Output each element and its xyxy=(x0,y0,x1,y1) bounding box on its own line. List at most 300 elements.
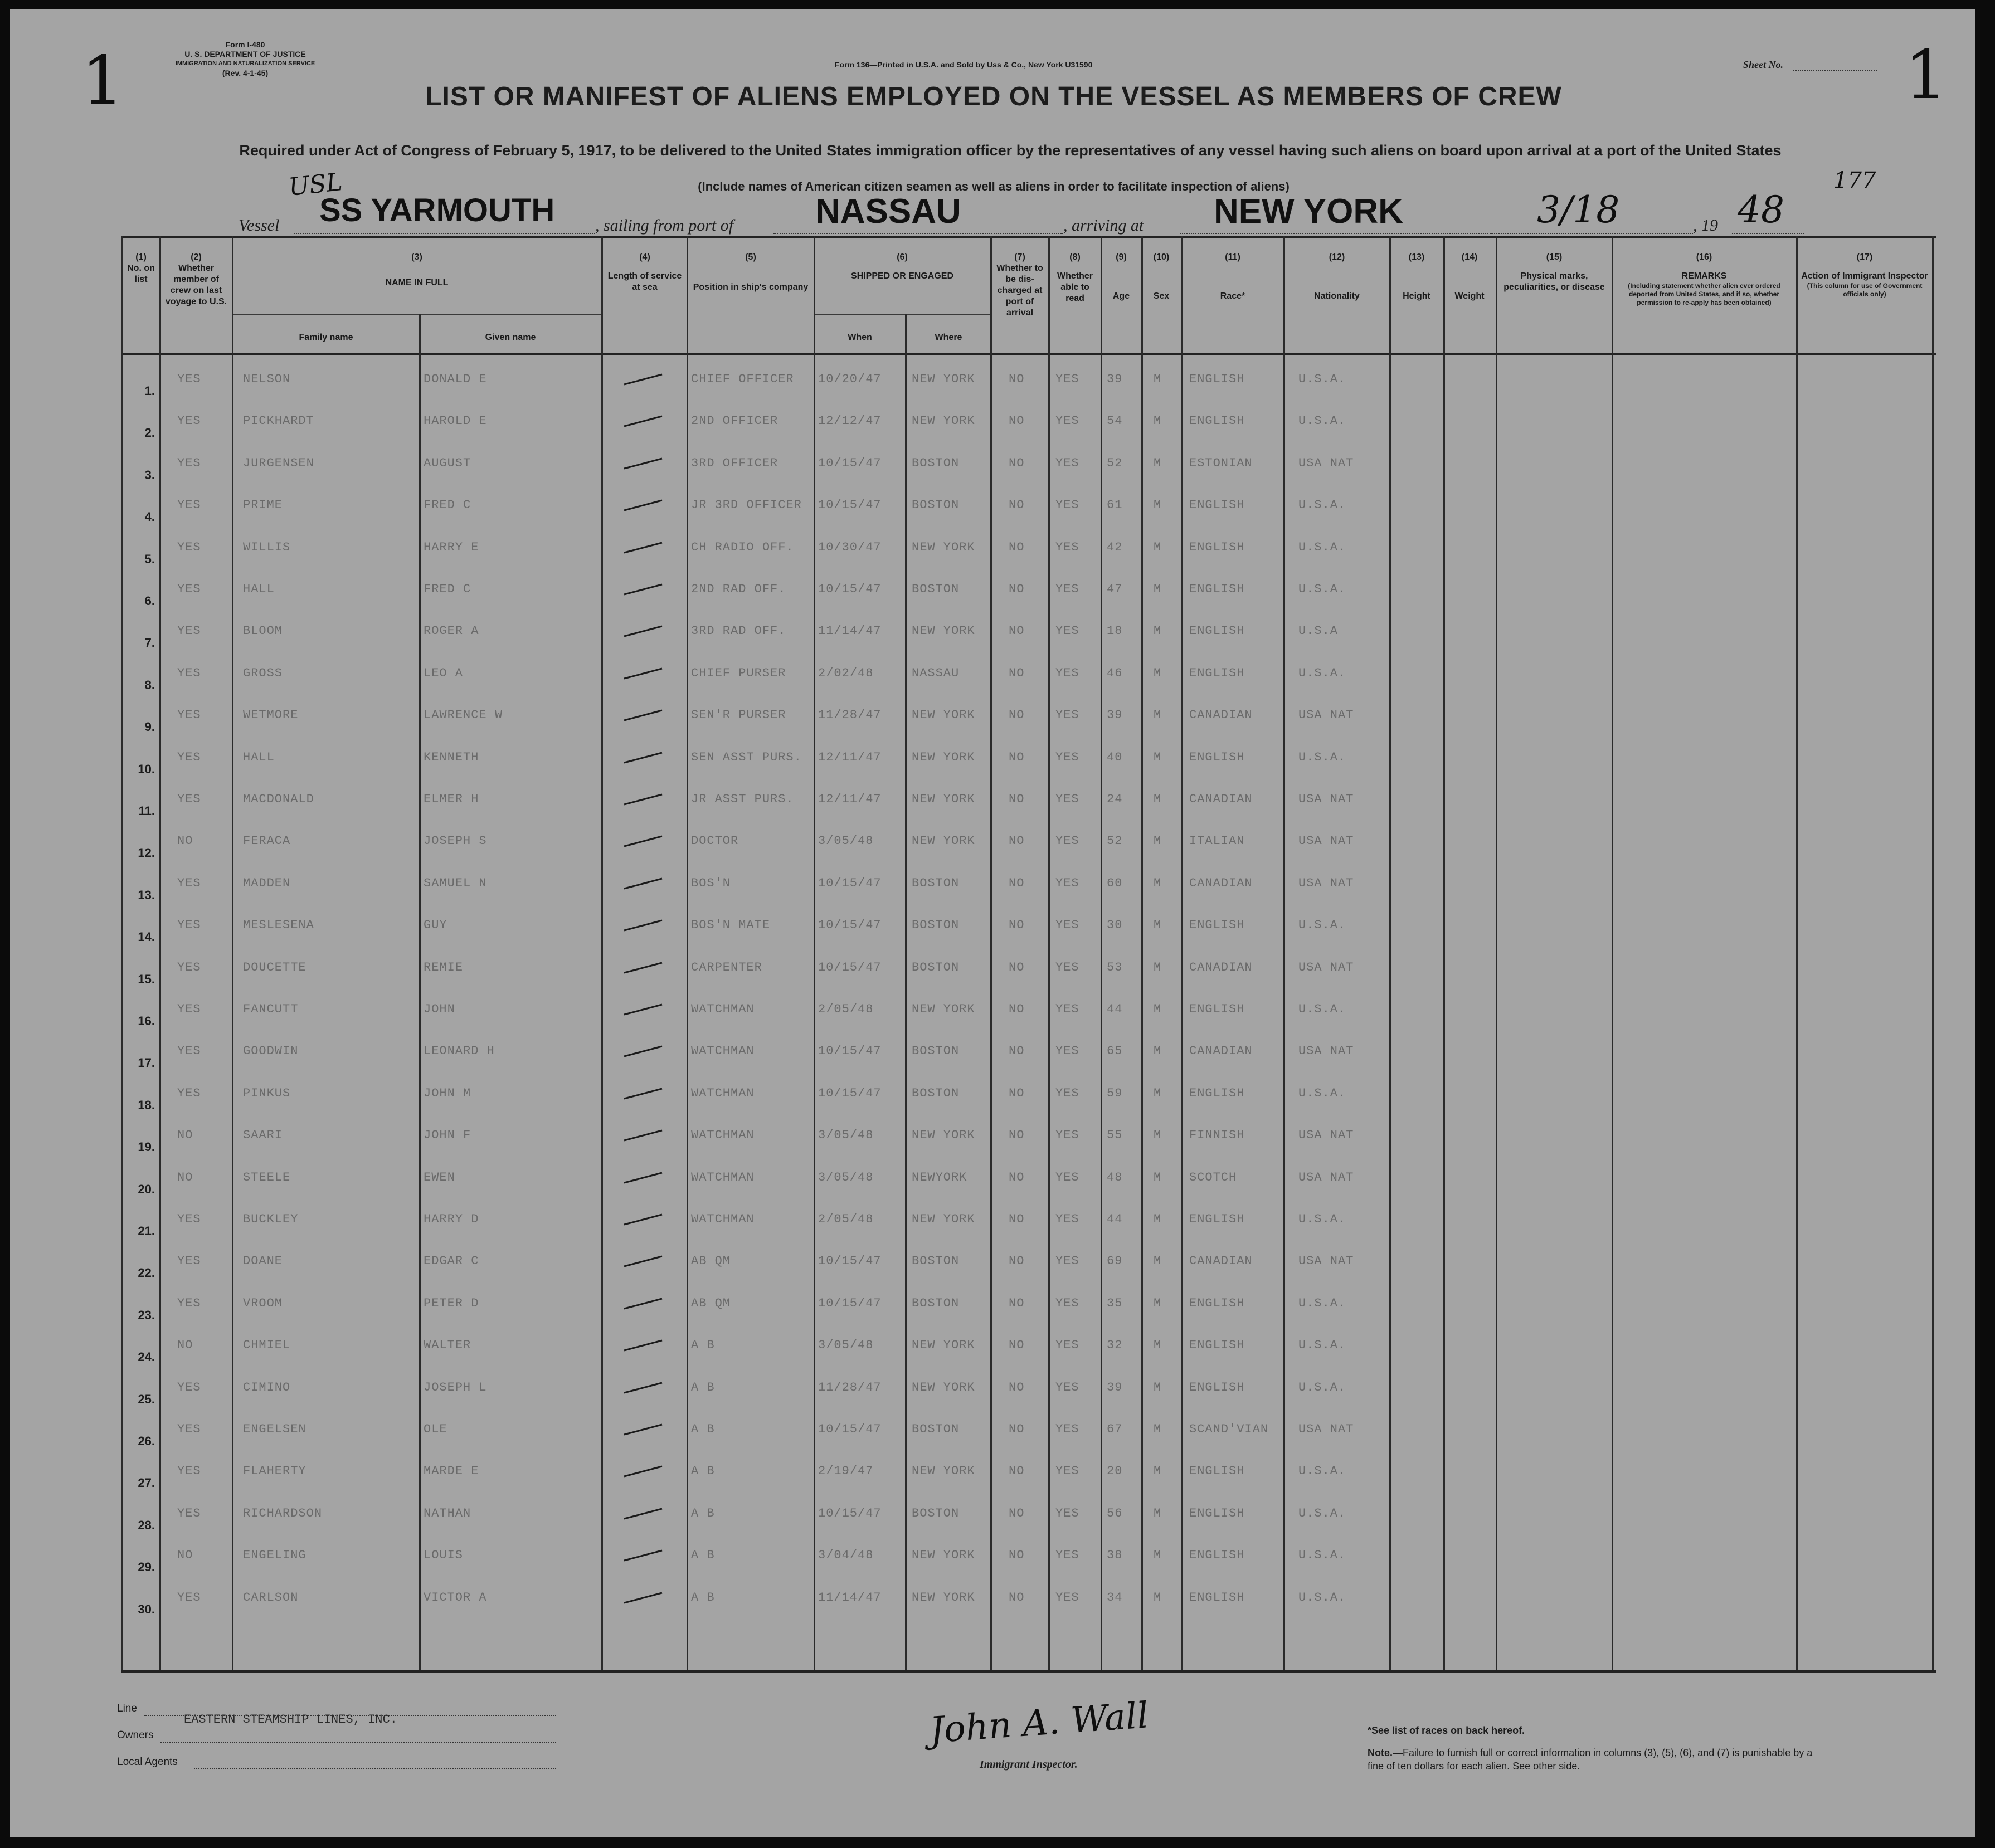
cell-last: YES xyxy=(177,582,201,596)
cell-last: YES xyxy=(177,414,201,428)
cell-race: ENGLISH xyxy=(1189,1086,1245,1100)
cell-last: YES xyxy=(177,750,201,764)
cell-family: JURGENSEN xyxy=(243,456,314,470)
cell-age: 53 xyxy=(1107,960,1123,974)
cell-disch: NO xyxy=(1009,1548,1025,1563)
service-tick-mark xyxy=(622,1463,666,1480)
cell-read: YES xyxy=(1055,666,1079,680)
cell-sex: M xyxy=(1154,372,1162,386)
row-number: 4. xyxy=(144,510,155,524)
cell-race: ENGLISH xyxy=(1189,624,1245,638)
cell-given: JOSEPH S xyxy=(424,834,487,849)
cell-nat: USA NAT xyxy=(1298,834,1354,849)
cell-last: YES xyxy=(177,1002,201,1016)
cell-when: 10/15/47 xyxy=(818,1086,882,1100)
cell-race: CANADIAN xyxy=(1189,960,1253,974)
vessel-line xyxy=(294,233,595,234)
cell-nat: U.S.A. xyxy=(1298,1548,1346,1563)
cell-read: YES xyxy=(1055,540,1079,554)
table-row xyxy=(10,1536,1975,1578)
cell-position: A B xyxy=(691,1338,715,1353)
cell-family: BLOOM xyxy=(243,624,283,638)
corner-mark: 1 xyxy=(81,42,124,120)
cell-position: JR 3RD OFFICER xyxy=(691,498,802,513)
cell-family: MACDONALD xyxy=(243,792,314,806)
row-number: 12. xyxy=(138,846,155,860)
col12-header: (12) Nationality xyxy=(1314,252,1360,301)
cell-race: CANADIAN xyxy=(1189,876,1253,890)
cell-when: 10/20/47 xyxy=(818,372,882,386)
cell-read: YES xyxy=(1055,1338,1079,1353)
header-bottom-rule xyxy=(121,353,1936,355)
cell-race: ENGLISH xyxy=(1189,750,1245,764)
form-number: Form I-480 xyxy=(225,40,265,49)
row-number: 25. xyxy=(138,1392,155,1406)
service-tick-mark xyxy=(622,1211,666,1228)
cell-position: BOS'N xyxy=(691,876,731,890)
row-number: 21. xyxy=(138,1224,155,1238)
cell-when: 11/14/47 xyxy=(818,1590,882,1605)
cell-read: YES xyxy=(1055,1212,1079,1226)
arrival-line xyxy=(1180,233,1492,234)
row-number: 5. xyxy=(144,552,155,566)
year-line xyxy=(1732,233,1804,234)
cell-read: YES xyxy=(1055,1296,1079,1310)
cell-disch: NO xyxy=(1009,960,1025,974)
cell-disch: NO xyxy=(1009,750,1025,764)
cell-sex: M xyxy=(1154,834,1162,849)
page-title: LIST OR MANIFEST OF ALIENS EMPLOYED ON THE VESSEL AS MEMBERS OF CREW xyxy=(425,82,1562,111)
cell-family: RICHARDSON xyxy=(243,1506,323,1520)
shipped-subheader-rule xyxy=(814,314,990,315)
cell-nat: U.S.A. xyxy=(1298,750,1346,764)
cell-when: 11/28/47 xyxy=(818,1380,882,1394)
cell-disch: NO xyxy=(1009,1590,1025,1605)
cell-last: YES xyxy=(177,792,201,806)
table-row xyxy=(10,444,1975,486)
cell-last: YES xyxy=(177,1590,201,1605)
cell-race: SCAND'VIAN xyxy=(1189,1422,1269,1436)
cell-age: 34 xyxy=(1107,1590,1123,1605)
printer-line: Form 136—Printed in U.S.A. and Sold by Uss & Co., New York U31590 xyxy=(835,60,1093,69)
cell-when: 2/02/48 xyxy=(818,666,874,680)
cell-sex: M xyxy=(1154,708,1162,723)
cell-nat: USA NAT xyxy=(1298,708,1354,723)
manifest-sheet xyxy=(10,9,1975,1837)
col6-header: (6) SHIPPED OR ENGAGED xyxy=(850,252,954,281)
cell-sex: M xyxy=(1154,1086,1162,1100)
service-tick-mark xyxy=(622,623,666,640)
cell-where: NEW YORK xyxy=(912,1212,975,1226)
cell-last: YES xyxy=(177,1086,201,1100)
cell-nat: U.S.A xyxy=(1298,624,1339,638)
cell-race: ENGLISH xyxy=(1189,1338,1245,1353)
cell-when: 12/12/47 xyxy=(818,414,882,428)
cell-last: YES xyxy=(177,1212,201,1226)
cell-position: WATCHMAN xyxy=(691,1044,755,1059)
cell-race: ENGLISH xyxy=(1189,540,1245,554)
cell-race: ESTONIAN xyxy=(1189,456,1253,470)
table-row xyxy=(10,570,1975,612)
cell-when: 10/15/47 xyxy=(818,960,882,974)
cell-age: 42 xyxy=(1107,540,1123,554)
cell-sex: M xyxy=(1154,1548,1162,1563)
col10-header: (10) Sex xyxy=(1153,252,1170,301)
row-number: 16. xyxy=(138,1014,155,1028)
table-row xyxy=(10,612,1975,654)
cell-given: EWEN xyxy=(424,1170,455,1184)
cell-read: YES xyxy=(1055,1506,1079,1520)
arrival-date: 3/18 xyxy=(1537,188,1620,231)
cell-last: YES xyxy=(177,666,201,680)
row-number: 1. xyxy=(144,384,155,398)
service-tick-mark xyxy=(622,1001,666,1018)
cell-family: PRIME xyxy=(243,498,283,513)
cell-position: A B xyxy=(691,1590,715,1605)
cell-age: 20 xyxy=(1107,1464,1123,1479)
row-number: 6. xyxy=(144,594,155,608)
cell-when: 10/15/47 xyxy=(818,1506,882,1520)
cell-given: VICTOR A xyxy=(424,1590,487,1605)
cell-disch: NO xyxy=(1009,1422,1025,1436)
cell-given: HARRY D xyxy=(424,1212,479,1226)
table-row xyxy=(10,1074,1975,1116)
table-row xyxy=(10,1494,1975,1536)
cell-position: SEN'R PURSER xyxy=(691,708,786,723)
row-number: 30. xyxy=(138,1602,155,1616)
row-number: 7. xyxy=(144,636,155,650)
cell-race: ENGLISH xyxy=(1189,1590,1245,1605)
cell-given: PETER D xyxy=(424,1296,479,1310)
row-number: 20. xyxy=(138,1182,155,1196)
cell-nat: USA NAT xyxy=(1298,1422,1354,1436)
cell-family: CARLSON xyxy=(243,1590,299,1605)
cell-family: MESLESENA xyxy=(243,918,314,933)
cell-last: YES xyxy=(177,708,201,723)
cell-position: WATCHMAN xyxy=(691,1086,755,1100)
cell-race: CANADIAN xyxy=(1189,708,1253,723)
row-number: 18. xyxy=(138,1098,155,1112)
row-number: 3. xyxy=(144,467,155,482)
cell-where: NASSAU xyxy=(912,666,960,680)
cell-position: DOCTOR xyxy=(691,834,739,849)
col6b-header: Where xyxy=(935,333,962,342)
cell-disch: NO xyxy=(1009,1254,1025,1269)
cell-age: 18 xyxy=(1107,624,1123,638)
table-row xyxy=(10,948,1975,990)
col9-header: (9) Age xyxy=(1112,252,1130,301)
cell-age: 24 xyxy=(1107,792,1123,806)
cell-age: 44 xyxy=(1107,1002,1123,1016)
cell-read: YES xyxy=(1055,750,1079,764)
table-row xyxy=(10,906,1975,948)
cell-sex: M xyxy=(1154,1212,1162,1226)
col17-header: (17) Action of Immigrant Inspector (This column for use of Government officials only) xyxy=(1801,252,1928,298)
cell-given: LEO A xyxy=(424,666,464,680)
cell-family: HALL xyxy=(243,750,275,764)
cell-where: BOSTON xyxy=(912,1086,960,1100)
cell-position: CARPENTER xyxy=(691,960,762,974)
table-row xyxy=(10,402,1975,443)
cell-race: CANADIAN xyxy=(1189,792,1253,806)
cell-race: ENGLISH xyxy=(1189,498,1245,513)
cell-where: NEW YORK xyxy=(912,708,975,723)
cell-sex: M xyxy=(1154,1044,1162,1059)
inspector-signature: John A. Wall xyxy=(928,1695,1150,1752)
cell-race: ENGLISH xyxy=(1189,372,1245,386)
cell-where: NEW YORK xyxy=(912,1002,975,1016)
table-row xyxy=(10,864,1975,906)
cell-nat: U.S.A. xyxy=(1298,582,1346,596)
cell-given: NATHAN xyxy=(424,1506,471,1520)
row-number: 19. xyxy=(138,1140,155,1154)
note-label: Note. xyxy=(1368,1747,1393,1758)
cell-when: 12/11/47 xyxy=(818,792,882,806)
cell-last: YES xyxy=(177,456,201,470)
cell-last: YES xyxy=(177,1464,201,1479)
cell-given: JOSEPH L xyxy=(424,1380,487,1394)
cell-last: YES xyxy=(177,372,201,386)
cell-last: YES xyxy=(177,876,201,890)
cell-family: CHMIEL xyxy=(243,1338,291,1353)
cell-given: LAWRENCE W xyxy=(424,708,503,723)
cell-race: FINNISH xyxy=(1189,1128,1245,1143)
cell-race: SCOTCH xyxy=(1189,1170,1237,1184)
col15-header: (15) Physical marks, peculiarities, or disease xyxy=(1503,252,1605,292)
cell-read: YES xyxy=(1055,1044,1079,1059)
cell-nat: U.S.A. xyxy=(1298,1086,1346,1100)
cell-position: WATCHMAN xyxy=(691,1170,755,1184)
cell-sex: M xyxy=(1154,918,1162,933)
arrival-year: 48 xyxy=(1738,188,1784,231)
cell-race: ITALIAN xyxy=(1189,834,1245,849)
cell-disch: NO xyxy=(1009,414,1025,428)
cell-when: 10/15/47 xyxy=(818,456,882,470)
cell-where: BOSTON xyxy=(912,1254,960,1269)
service-tick-mark xyxy=(622,1379,666,1396)
row-number: 23. xyxy=(138,1308,155,1322)
row-number: 8. xyxy=(144,677,155,692)
cell-read: YES xyxy=(1055,960,1079,974)
cell-age: 52 xyxy=(1107,456,1123,470)
cell-sex: M xyxy=(1154,960,1162,974)
cell-nat: U.S.A. xyxy=(1298,1296,1346,1310)
service-tick-mark xyxy=(622,539,666,556)
cell-family: MADDEN xyxy=(243,876,291,890)
port-line xyxy=(773,233,1063,234)
cell-read: YES xyxy=(1055,582,1079,596)
cell-sex: M xyxy=(1154,1170,1162,1184)
cell-when: 2/19/47 xyxy=(818,1464,874,1479)
table-row xyxy=(10,738,1975,780)
cell-family: DOUCETTE xyxy=(243,960,306,974)
table-row xyxy=(10,990,1975,1032)
cell-given: FRED C xyxy=(424,582,471,596)
cell-position: WATCHMAN xyxy=(691,1128,755,1143)
cell-age: 39 xyxy=(1107,1380,1123,1394)
cell-position: BOS'N MATE xyxy=(691,918,771,933)
vessel-label: Vessel xyxy=(239,216,280,235)
include-note: (Include names of American citizen seamen as well as aliens in order to facilitate inspection of aliens) xyxy=(698,179,1290,193)
cell-family: HALL xyxy=(243,582,275,596)
cell-age: 47 xyxy=(1107,582,1123,596)
cell-sex: M xyxy=(1154,1128,1162,1143)
cell-given: REMIE xyxy=(424,960,464,974)
cell-when: 10/15/47 xyxy=(818,1422,882,1436)
table-row xyxy=(10,1368,1975,1410)
cell-given: JOHN xyxy=(424,1002,455,1016)
cell-position: WATCHMAN xyxy=(691,1002,755,1016)
cell-last: NO xyxy=(177,1128,193,1143)
service-tick-mark xyxy=(622,917,666,934)
cell-age: 39 xyxy=(1107,372,1123,386)
service-tick-mark xyxy=(622,1295,666,1312)
cell-sex: M xyxy=(1154,456,1162,470)
cell-where: NEW YORK xyxy=(912,750,975,764)
cell-sex: M xyxy=(1154,1296,1162,1310)
cell-where: BOSTON xyxy=(912,498,960,513)
cell-when: 11/28/47 xyxy=(818,708,882,723)
table-row xyxy=(10,1116,1975,1158)
cell-last: NO xyxy=(177,1170,193,1184)
row-number: 11. xyxy=(138,804,155,818)
cell-disch: NO xyxy=(1009,1170,1025,1184)
cell-when: 3/05/48 xyxy=(818,1128,874,1143)
cell-sex: M xyxy=(1154,1464,1162,1479)
cell-age: 60 xyxy=(1107,876,1123,890)
cell-where: BOSTON xyxy=(912,582,960,596)
sailing-label: , sailing from port of xyxy=(595,216,734,235)
col16-header: (16) REMARKS (Including statement whether alien ever ordered deported from United States, and if so, whether permission to re-apply has been obtained) xyxy=(1628,252,1780,306)
cell-last: YES xyxy=(177,540,201,554)
cell-disch: NO xyxy=(1009,540,1025,554)
service-tick-mark xyxy=(622,455,666,472)
cell-read: YES xyxy=(1055,1548,1079,1563)
cell-nat: USA NAT xyxy=(1298,876,1354,890)
cell-position: AB QM xyxy=(691,1254,731,1269)
cell-given: MARDE E xyxy=(424,1464,479,1479)
cell-where: NEW YORK xyxy=(912,1380,975,1394)
cell-given: GUY xyxy=(424,918,447,933)
cell-race: CANADIAN xyxy=(1189,1044,1253,1059)
cell-given: LEONARD H xyxy=(424,1044,495,1059)
col6a-header: When xyxy=(848,333,872,342)
cell-position: CHIEF OFFICER xyxy=(691,372,794,386)
cell-where: NEW YORK xyxy=(912,834,975,849)
cell-race: ENGLISH xyxy=(1189,1464,1245,1479)
table-row xyxy=(10,696,1975,738)
cell-last: YES xyxy=(177,960,201,974)
cell-family: PINKUS xyxy=(243,1086,291,1100)
cell-read: YES xyxy=(1055,1254,1079,1269)
cell-disch: NO xyxy=(1009,1044,1025,1059)
cell-age: 32 xyxy=(1107,1338,1123,1353)
agents-label: Local Agents xyxy=(117,1756,178,1768)
service-tick-mark xyxy=(622,1547,666,1564)
row-number: 29. xyxy=(138,1560,155,1574)
cell-given: ELMER H xyxy=(424,792,479,806)
cell-family: STEELE xyxy=(243,1170,291,1184)
cell-position: 2ND RAD OFF. xyxy=(691,582,786,596)
cell-nat: USA NAT xyxy=(1298,1254,1354,1269)
table-row xyxy=(10,1032,1975,1074)
cell-read: YES xyxy=(1055,456,1079,470)
cell-given: ROGER A xyxy=(424,624,479,638)
table-row xyxy=(10,1158,1975,1200)
cell-family: WILLIS xyxy=(243,540,291,554)
cell-race: ENGLISH xyxy=(1189,1548,1245,1563)
row-number: 27. xyxy=(138,1476,155,1490)
cell-position: AB QM xyxy=(691,1296,731,1310)
service-tick-mark xyxy=(622,707,666,724)
cell-family: PICKHARDT xyxy=(243,414,314,428)
cell-nat: U.S.A. xyxy=(1298,918,1346,933)
cell-family: GOODWIN xyxy=(243,1044,299,1059)
table-row xyxy=(10,1242,1975,1284)
cell-given: WALTER xyxy=(424,1338,471,1353)
cell-given: JOHN M xyxy=(424,1086,471,1100)
service-tick-mark xyxy=(622,1505,666,1522)
cell-where: BOSTON xyxy=(912,1296,960,1310)
cell-family: ENGELING xyxy=(243,1548,306,1563)
table-row xyxy=(10,780,1975,822)
name-subheader-rule xyxy=(232,314,601,315)
cell-last: YES xyxy=(177,1254,201,1269)
cell-age: 59 xyxy=(1107,1086,1123,1100)
cell-age: 30 xyxy=(1107,918,1123,933)
cell-when: 11/14/47 xyxy=(818,624,882,638)
cell-where: NEW YORK xyxy=(912,1548,975,1563)
service-tick-mark xyxy=(622,1337,666,1354)
cell-read: YES xyxy=(1055,1590,1079,1605)
service-tick-mark xyxy=(622,413,666,430)
cell-nat: U.S.A. xyxy=(1298,540,1346,554)
cell-age: 44 xyxy=(1107,1212,1123,1226)
cell-race: ENGLISH xyxy=(1189,1506,1245,1520)
cell-race: ENGLISH xyxy=(1189,1212,1245,1226)
cell-when: 3/05/48 xyxy=(818,1338,874,1353)
cell-given: KENNETH xyxy=(424,750,479,764)
note-text: —Failure to furnish full or correct information in columns (3), (5), (6), and (7) is punishable by a fine of ten dollars for each alien. See other side. xyxy=(1368,1747,1813,1772)
cell-last: YES xyxy=(177,1296,201,1310)
cell-when: 10/15/47 xyxy=(818,876,882,890)
cell-disch: NO xyxy=(1009,1380,1025,1394)
cell-disch: NO xyxy=(1009,834,1025,849)
required-text: Required under Act of Congress of February 5, 1917, to be delivered to the United States immigration officer by the representatives of any vessel having such aliens on board upon arrival at a port of the United States xyxy=(239,142,1782,159)
service-tick-mark xyxy=(622,791,666,808)
cell-sex: M xyxy=(1154,1506,1162,1520)
cell-read: YES xyxy=(1055,1002,1079,1016)
cell-sex: M xyxy=(1154,1422,1162,1436)
cell-when: 10/15/47 xyxy=(818,582,882,596)
cell-race: ENGLISH xyxy=(1189,1380,1245,1394)
cell-read: YES xyxy=(1055,1422,1079,1436)
failure-note xyxy=(1368,1746,1824,1773)
cell-read: YES xyxy=(1055,498,1079,513)
col13-header: (13) Height xyxy=(1403,252,1430,301)
cell-position: A B xyxy=(691,1422,715,1436)
cell-position: SEN ASST PURS. xyxy=(691,750,802,764)
col3b-header: Given name xyxy=(485,333,536,342)
table-row xyxy=(10,528,1975,570)
cell-disch: NO xyxy=(1009,1506,1025,1520)
cell-where: NEW YORK xyxy=(912,372,975,386)
service-tick-mark xyxy=(622,1253,666,1270)
service-tick-mark xyxy=(622,1127,666,1144)
cell-where: NEW YORK xyxy=(912,1338,975,1353)
cell-age: 55 xyxy=(1107,1128,1123,1143)
cell-family: SAARI xyxy=(243,1128,283,1143)
